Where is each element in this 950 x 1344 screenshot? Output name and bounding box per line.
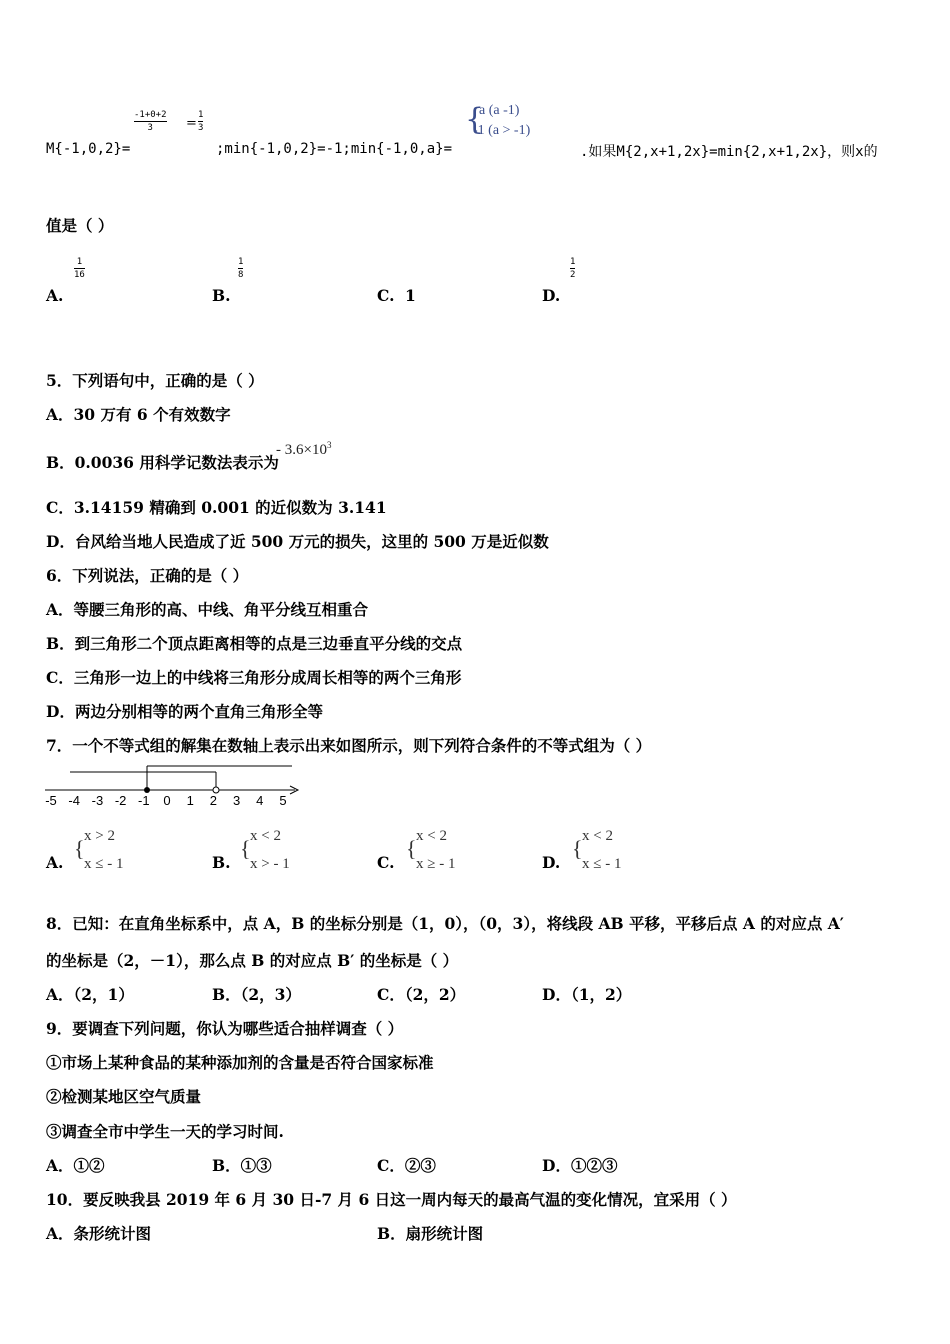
brace-icon: { xyxy=(406,836,417,861)
q9-item-1: ①市场上某种食品的某种添加剂的含量是否符合国家标准 xyxy=(46,1053,434,1072)
q4-option-c-label: C. xyxy=(377,286,395,305)
q4-option-b-fraction xyxy=(238,257,243,280)
q10-option-b: B．扇形统计图 xyxy=(377,1224,484,1243)
tick-label: -4 xyxy=(68,793,80,808)
q4-option-c-value: 1 xyxy=(405,286,416,305)
q4-option-d-den: 2 xyxy=(570,270,576,280)
q7-stem: 7．一个不等式组的解集在数轴上表示出来如图所示，则下列符合条件的不等式组为（ ） xyxy=(46,736,652,755)
q5-option-c: C．3.14159 精确到 0.001 的近似数为 3.141 xyxy=(46,498,387,517)
q5-option-a: A．30 万有 6 个有效数字 xyxy=(46,405,231,424)
q4-option-a-label: A. xyxy=(46,286,64,305)
q7-d-line1: x < 2 xyxy=(582,828,613,844)
q4-option-a-fraction xyxy=(74,257,85,280)
q5-stem: 5．下列语句中，正确的是（ ） xyxy=(46,371,264,390)
q7-c-line1: x < 2 xyxy=(416,828,447,844)
q8-line2: 的坐标是（2，－1），那么点 B 的对应点 B′ 的坐标是（ ） xyxy=(46,951,459,970)
q7-option-d-label: D. xyxy=(542,853,561,872)
tick-label: -1 xyxy=(138,793,150,808)
q4-option-b-num: 1 xyxy=(238,257,244,267)
q9-option-b: B．①③ xyxy=(212,1156,272,1175)
q8-option-c: C．（2，2） xyxy=(377,985,466,1004)
q10-option-a: A．条形统计图 xyxy=(46,1224,152,1243)
q7-c-line2: x ≥ - 1 xyxy=(416,856,456,872)
q7-b-line2: x > - 1 xyxy=(250,856,290,872)
q10-stem: 10．要反映我县 2019 年 6 月 30 日-7 月 6 日这一周内每天的最高气温的变化情况，宜采用（ ） xyxy=(46,1190,737,1209)
tick-label: -3 xyxy=(91,793,104,808)
q7-option-c-label: C. xyxy=(377,853,395,872)
q4-result-den: 3 xyxy=(198,123,204,133)
q5-sci-expr xyxy=(276,440,331,459)
q4-option-d-label: D. xyxy=(542,286,561,305)
q9-option-c: C．②③ xyxy=(377,1156,436,1175)
tick-label: 5 xyxy=(279,793,287,808)
tick-label: 3 xyxy=(232,793,241,808)
q7-option-d-system xyxy=(572,828,652,874)
q4-option-d-num: 1 xyxy=(570,257,576,267)
q7-option-b-label: B. xyxy=(212,853,231,872)
q7-d-line2: x ≤ - 1 xyxy=(582,856,622,872)
q4-option-b-den: 8 xyxy=(238,270,244,280)
q4-equals: = xyxy=(186,116,197,131)
q6-stem: 6．下列说法，正确的是（ ） xyxy=(46,566,249,585)
q4-suffix: .如果M{2,x+1,2x}=min{2,x+1,2x}，则x的 xyxy=(580,144,878,160)
q7-option-b-system xyxy=(240,828,320,874)
brace-icon: { xyxy=(74,836,85,861)
q4-option-a-num: 1 xyxy=(76,257,83,267)
q7-option-a-system xyxy=(74,828,154,874)
tick-label: 4 xyxy=(256,793,264,808)
q7-option-a-label: A. xyxy=(46,853,64,872)
q4-min-text: ;min{-1,0,2}=-1;min{-1,0,a}= xyxy=(216,141,453,157)
q4-prefix: M{-1,0,2}= xyxy=(46,141,131,157)
tick-label: -2 xyxy=(114,793,127,808)
brace-icon: { xyxy=(572,836,583,861)
q7-b-line1: x < 2 xyxy=(250,828,281,844)
q9-option-d: D．①②③ xyxy=(542,1156,618,1175)
q5-sci-base: - 3.6×10 xyxy=(276,442,327,458)
q8-option-d: D．（1，2） xyxy=(542,985,632,1004)
number-line-tick-labels xyxy=(45,793,286,808)
tick-label: 1 xyxy=(186,793,194,808)
q7-a-line2: x ≤ - 1 xyxy=(84,856,124,872)
q8-option-b: B．（2，3） xyxy=(212,985,301,1004)
q7-a-line1: x > 2 xyxy=(84,828,115,844)
q6-option-b: B．到三角形二个顶点距离相等的点是三边垂直平分线的交点 xyxy=(46,634,463,653)
q8-line1: 8．已知：在直角坐标系中，点 A，B 的坐标分别是（1，0），（0，3），将线段 AB 平移，平移后点 A 的对应点 A′ xyxy=(46,914,844,933)
q4-piece2: -1 (a > -1) xyxy=(473,123,531,138)
q4-piecewise-brace: { xyxy=(465,102,485,137)
q9-stem: 9．要调查下列问题，你认为哪些适合抽样调查（ ） xyxy=(46,1019,404,1038)
q4-result-fraction xyxy=(198,110,203,133)
q5-option-d: D．台风给当地人民造成了近 500 万元的损失，这里的 500 万是近似数 xyxy=(46,532,549,551)
q4-line2: 值是（ ） xyxy=(46,216,114,235)
q9-option-a: A．①② xyxy=(46,1156,105,1175)
q4-option-d-fraction xyxy=(570,257,575,280)
q6-option-a: A．等腰三角形的高、中线、角平分线互相重合 xyxy=(46,600,369,619)
q4-result-num: 1 xyxy=(198,110,204,120)
q6-option-c: C．三角形一边上的中线将三角形分成周长相等的两个三角形 xyxy=(46,668,462,687)
q4-piece1: a (a -1) xyxy=(479,103,520,118)
q5-option-b: B．0.0036 用科学记数法表示为 xyxy=(46,453,279,472)
tick-label: -5 xyxy=(45,793,57,808)
brace-icon: { xyxy=(240,836,251,861)
q9-item-2: ②检测某地区空气质量 xyxy=(46,1087,202,1106)
q4-frac-den: 3 xyxy=(147,123,153,133)
q5-sci-exp: 3 xyxy=(326,440,332,450)
tick-label: 0 xyxy=(163,793,171,808)
q4-mean-fraction xyxy=(134,110,167,133)
q4-option-a-den: 16 xyxy=(74,270,85,280)
q8-option-a: A．（2，1） xyxy=(46,985,134,1004)
q7-option-c-system xyxy=(406,828,486,874)
q4-frac-num: -1+0+2 xyxy=(134,110,167,120)
q4-option-b-label: B. xyxy=(212,286,231,305)
q7-number-line xyxy=(40,760,310,810)
q9-item-3: ③调查全市中学生一天的学习时间. xyxy=(46,1122,284,1141)
q6-option-d: D．两边分别相等的两个直角三角形全等 xyxy=(46,702,323,721)
tick-label: 2 xyxy=(209,793,218,808)
